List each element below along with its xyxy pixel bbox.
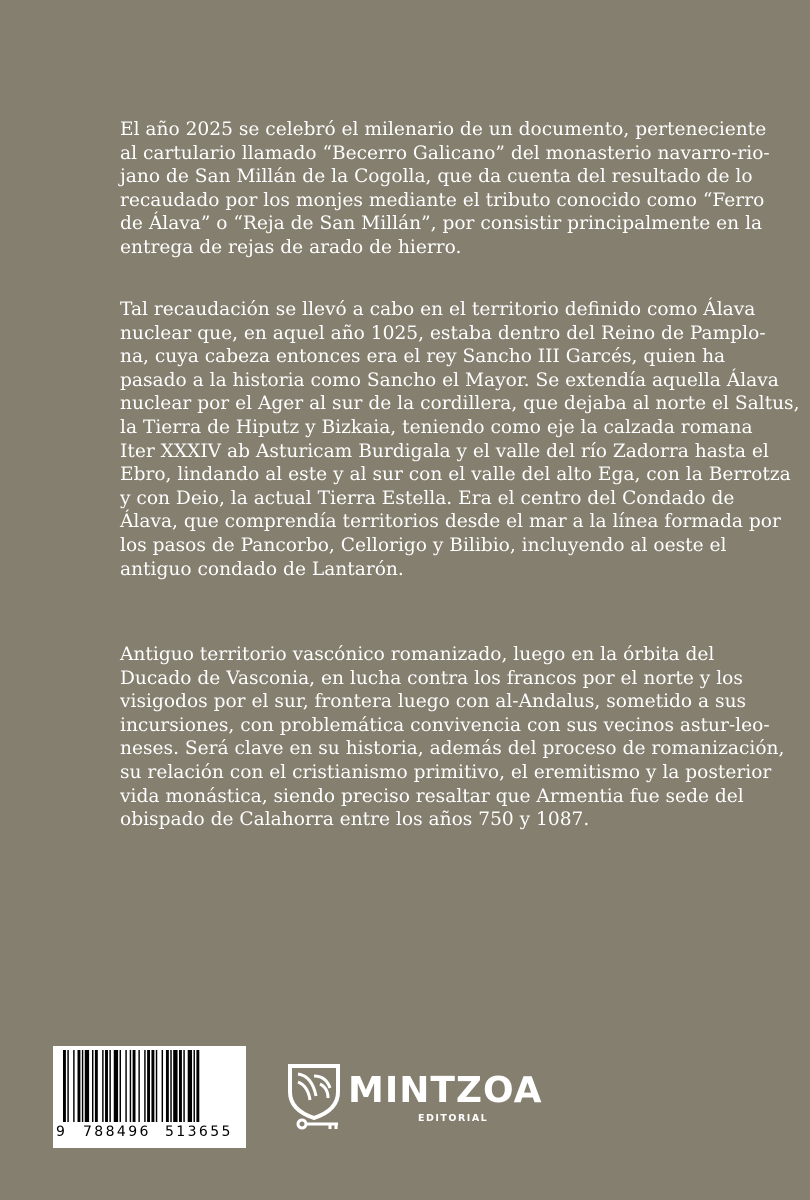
barcode-bar: [109, 1050, 110, 1122]
isbn-first-digit: 9: [56, 1124, 65, 1140]
text-line: Ebro, lindando al este y al sur con el valle del alto Ega, con la Berrotza: [120, 464, 791, 486]
isbn-group-2: 513655: [165, 1124, 233, 1140]
text-line: de Álava” o “Reja de San Millán”, por consistir principalmente en la: [120, 213, 763, 235]
barcode-bar: [188, 1050, 192, 1122]
barcode-bar: [194, 1050, 195, 1122]
text-line: recaudado por los monjes mediante el tributo conocido como “Ferro: [120, 189, 765, 211]
barcode-bar: [133, 1050, 136, 1122]
text-line: Tal recaudación se llevó a cabo en el territorio definido como Álava: [120, 299, 756, 320]
barcode-bar: [73, 1050, 74, 1122]
text-line: obispado de Calahorra entre los años 750 y 1087.: [120, 809, 590, 831]
barcode-bar: [156, 1050, 157, 1122]
text-line: nuclear por el Ager al sur de la cordillera, que dejaba al norte el Saltus,: [120, 393, 800, 415]
text-line: y con Deio, la actual Tierra Estella. Era el centro del Condado de: [120, 487, 735, 509]
publisher-logo: [286, 1054, 546, 1144]
barcode-bar: [170, 1050, 171, 1122]
isbn-group-1: 788496: [83, 1124, 151, 1140]
text-line: Ducado de Vasconia, en lucha contra los francos por el norte y los: [120, 667, 743, 689]
barcode-bar: [105, 1050, 108, 1122]
barcode-bar: [67, 1050, 68, 1122]
barcode-bar: [144, 1050, 145, 1122]
text-line: incursiones, con problemática convivencia con sus vecinos astur-leo-: [120, 714, 770, 736]
text-line: los pasos de Pancorbo, Cellorigo y Bilibio, incluyendo al oeste el: [120, 534, 727, 556]
barcode-bar: [85, 1050, 89, 1122]
text-line: visigodos por el sur, frontera luego con al-Andalus, sometido a sus: [120, 691, 747, 713]
text-line: su relación con el cristianismo primitivo, el eremitismo y la posterior: [120, 761, 772, 783]
barcode-bar: [166, 1050, 169, 1122]
text-line: jano de San Millán de la Cogolla, que da cuenta del resultado de lo: [120, 166, 753, 188]
barcode-bar: [63, 1050, 66, 1122]
text-line: El año 2025 se celebró el milenario de un documento, perteneciente: [120, 119, 767, 140]
barcode-bar: [147, 1050, 150, 1122]
text-line: nuclear que, en aquel año 1025, estaba dentro del Reino de Pamplo-: [120, 322, 766, 344]
text-line: la Tierra de Hiputz y Bizkaia, teniendo como eje la calzada romana: [120, 416, 753, 438]
barcode-bar: [130, 1050, 131, 1122]
barcode-bar: [173, 1050, 177, 1122]
synopsis-paragraph-1: [120, 118, 770, 260]
text-line: pasado a la historia como Sancho el Mayor. Se extendía aquella Álava: [120, 369, 779, 391]
barcode-bar: [183, 1050, 184, 1122]
text-line: antiguo condado de Lantarón.: [120, 558, 404, 580]
publisher-name: MINTZOA: [348, 1070, 543, 1111]
text-line: entrega de rejas de arado de hierro.: [120, 236, 462, 258]
barcode-bar: [125, 1050, 126, 1122]
barcode-bar: [179, 1050, 182, 1122]
barcode-bar: [196, 1050, 199, 1122]
publisher-subtitle: EDITORIAL: [418, 1113, 489, 1124]
text-line: neses. Será clave en su historia, además del proceso de romanización,: [120, 738, 785, 760]
text-line: vida monástica, siendo preciso resaltar que Armentia fue sede del: [120, 785, 744, 807]
barcode-bar: [162, 1050, 163, 1122]
barcode-bar: [82, 1050, 83, 1122]
barcode-bar: [102, 1050, 103, 1122]
synopsis-paragraph-2: [120, 298, 800, 581]
text-line: Álava, que comprendía territorios desde el mar a la línea formada por: [120, 511, 781, 533]
barcode-bar: [120, 1050, 121, 1122]
barcode-bar: [114, 1050, 118, 1122]
barcode-bar: [95, 1050, 98, 1122]
barcode-bar: [138, 1050, 139, 1122]
isbn-barcode: [53, 1046, 246, 1148]
text-line: na, cuya cabeza entonces era el rey Sancho III Garcés, quien ha: [120, 346, 726, 368]
synopsis-paragraph-3: [120, 643, 785, 832]
isbn-number: [53, 1124, 246, 1144]
barcode-bar: [151, 1050, 154, 1122]
barcode-bar: [78, 1050, 81, 1122]
text-line: Antiguo territorio vascónico romanizado, luego en la órbita del: [120, 644, 715, 665]
leaf-emblem-icon: [286, 1062, 342, 1130]
text-line: al cartulario llamado “Becerro Galicano” del monasterio navarro-rio-: [120, 142, 770, 164]
barcode-bars: [63, 1050, 233, 1122]
barcode-bar: [92, 1050, 93, 1122]
text-line: Iter XXXIV ab Asturicam Burdigala y el valle del río Zadorra hasta el: [120, 440, 769, 462]
